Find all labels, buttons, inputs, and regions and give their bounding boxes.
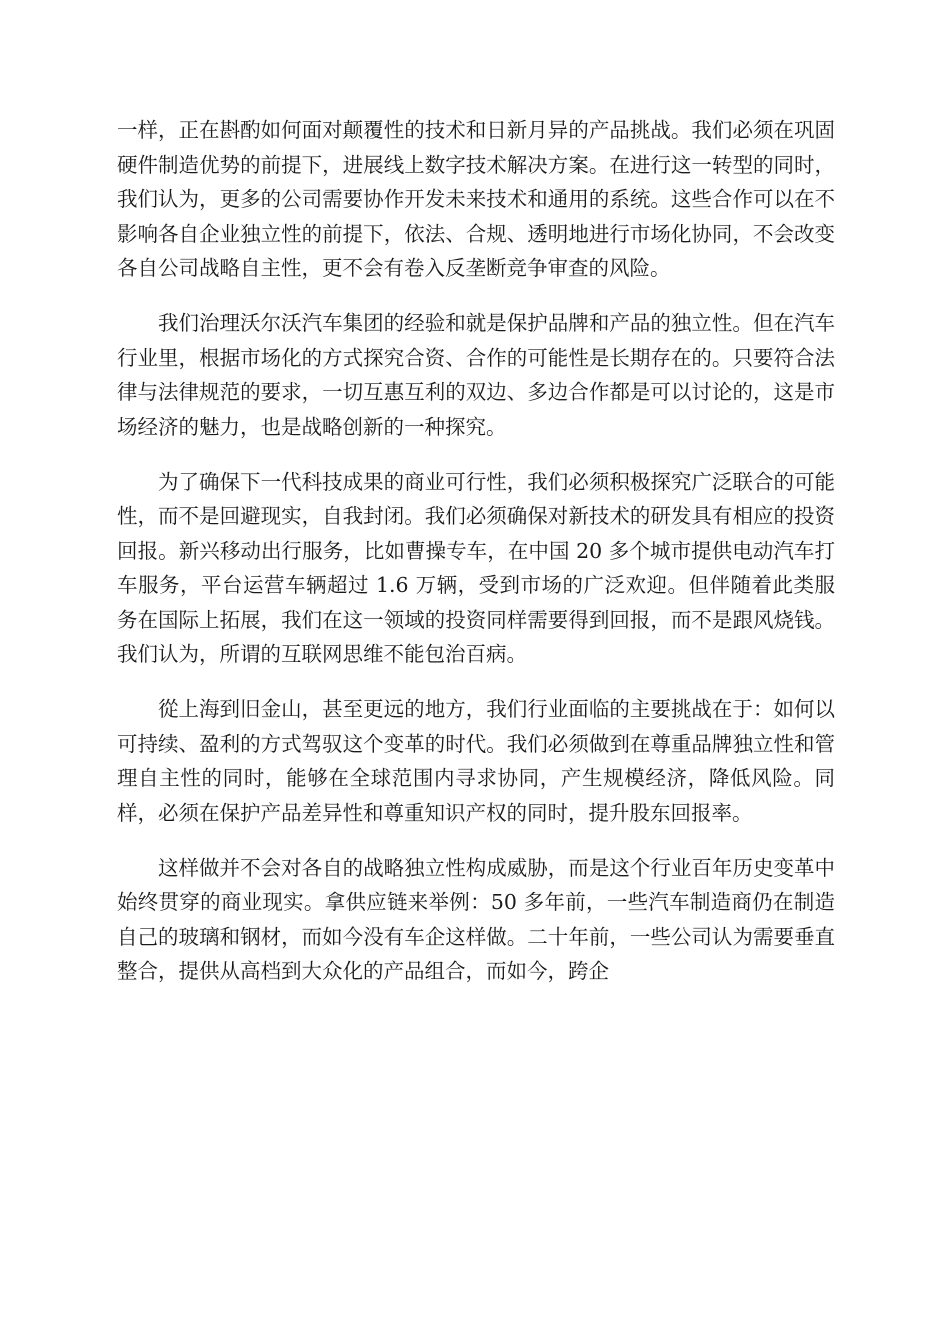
paragraph-5: 这样做并不会对各自的战略独立性构成威胁，而是这个行业百年历史变革中始终贯穿的商业现实。拿供应链来举例：50 多年前，一些汽车制造商仍在制造自己的玻璃和钢材，而如今没有车企这样做。二十年前，一些公司认为需要垂直整合，提供从高档到大众化的产品组合，而如今，跨企 <box>117 855 835 983</box>
paragraph-1: 一样，正在斟酌如何面对颠覆性的技术和日新月异的产品挑战。我们必须在巩固硬件制造优势的前提下，进展线上数字技术解决方案。在进行这一转型的同时，我们认为，更多的公司需要协作开发未来技术和通用的系统。这些合作可以在不影响各自企业独立性的前提下，依法、合规、透明地进行市场化协同，不会改变各自公司战略自主性，更不会有卷入反垄断竞争审查的风险。 <box>117 118 835 280</box>
paragraph-3: 为了确保下一代科技成果的商业可行性，我们必须积极探究广泛联合的可能性，而不是回避现实，自我封闭。我们必须确保对新技术的研发具有相应的投资回报。新兴移动出行服务，比如曹操专车，在中国 20 多个城市提供电动汽车打车服务，平台运营车辆超过 1.6 万辆，受到市场的广泛欢迎。但伴随着此类服务在国际上拓展，我们在这一领域的投资同样需要得到回报，而不是跟风烧钱。我们认为，所谓的互联网思维不能包治百病。 <box>117 469 835 666</box>
paragraph-2: 我们治理沃尔沃汽车集团的经验和就是保护品牌和产品的独立性。但在汽车行业里，根据市场化的方式探究合资、合作的可能性是长期存在的。只要符合法律与法律规范的要求，一切互惠互利的双边、多边合作都是可以讨论的，这是市场经济的魅力，也是战略创新的一种探究。 <box>117 311 835 439</box>
document-body <box>117 113 835 1009</box>
paragraph-4: 從上海到旧金山，甚至更远的地方，我们行业面临的主要挑战在于：如何以可持续、盈利的方式驾驭这个变革的时代。我们必须做到在尊重品牌独立性和管理自主性的同时，能够在全球范围内寻求协同，产生规模经济，降低风险。同样，必须在保护产品差异性和尊重知识产权的同时，提升股东回报率。 <box>117 697 835 825</box>
